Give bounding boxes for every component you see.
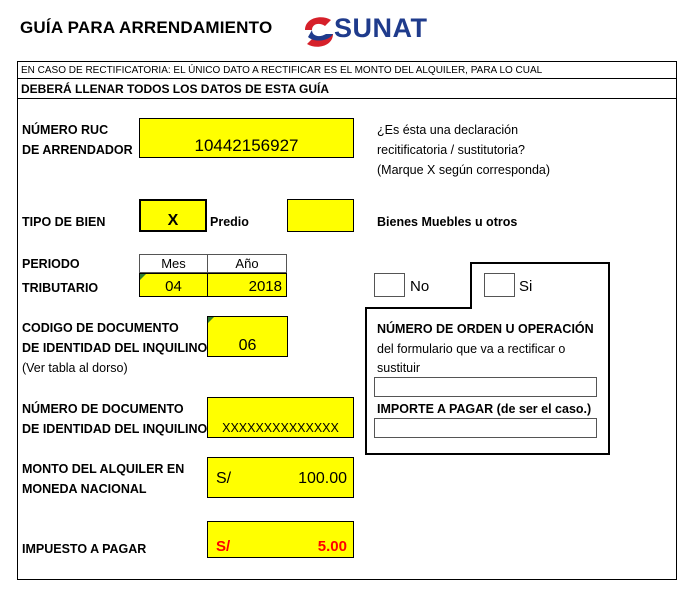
comment-marker (140, 274, 146, 280)
numero-doc-label-2: DE IDENTIDAD DEL INQUILINO (22, 422, 208, 436)
predio-label: Predio (210, 215, 249, 229)
si-checkbox[interactable] (484, 273, 515, 297)
order-number-field[interactable] (374, 377, 597, 397)
mes-header: Mes (139, 254, 208, 273)
rectificatoria-hint: (Marque X según corresponda) (377, 163, 551, 177)
rectificatoria-question-2: recitificatoria / sustitutoria? (377, 143, 525, 157)
mes-field[interactable]: 04 (139, 273, 208, 297)
monto-field[interactable] (207, 457, 354, 498)
monto-label: MONTO DEL ALQUILER EN (22, 462, 185, 476)
codigo-doc-label-2: DE IDENTIDAD DEL INQUILINO (22, 341, 208, 355)
order-desc-2: sustituir (377, 361, 421, 375)
logo-text: SUNAT (334, 13, 428, 43)
ruc-field[interactable]: 10442156927 (139, 118, 354, 158)
monto-value: 100.00 (298, 470, 347, 487)
notice-line-2: DEBERÁ LLENAR TODOS LOS DATOS DE ESTA GUÍA (17, 79, 677, 98)
monto-currency: S/ (216, 470, 232, 487)
monto-label-2: MONEDA NACIONAL (22, 482, 147, 496)
numero-doc-field[interactable]: XXXXXXXXXXXXXX (207, 397, 354, 438)
no-label: No (410, 278, 430, 295)
impuesto-currency: S/ (216, 538, 231, 555)
rectificatoria-question-1: ¿Es ésta una declaración (377, 123, 519, 137)
anio-header: Año (207, 254, 287, 273)
impuesto-field[interactable] (207, 521, 354, 558)
impuesto-value: 5.00 (317, 538, 347, 555)
codigo-doc-field[interactable]: 06 (207, 316, 288, 357)
codigo-doc-label: CODIGO DE DOCUMENTO (22, 321, 179, 335)
importe-field[interactable] (374, 418, 597, 438)
tipo-bien-label: TIPO DE BIEN (22, 215, 106, 229)
ruc-label-2: DE ARRENDADOR (22, 143, 133, 157)
page-title: GUÍA PARA ARRENDAMIENTO (20, 18, 273, 37)
comment-marker (208, 317, 214, 323)
numero-doc-label: NÚMERO DE DOCUMENTO (22, 402, 184, 416)
predio-checkbox[interactable]: X (139, 199, 207, 232)
periodo-label: PERIODO (22, 257, 80, 271)
importe-label: IMPORTE A PAGAR (de ser el caso.) (377, 402, 592, 416)
order-desc-1: del formulario que va a rectificar o (377, 342, 566, 356)
codigo-doc-hint: (Ver tabla al dorso) (22, 361, 128, 375)
muebles-checkbox[interactable] (287, 199, 354, 232)
si-label: Si (519, 278, 533, 295)
order-title: NÚMERO DE ORDEN U OPERACIÓN (377, 322, 594, 336)
notice-line-1: EN CASO DE RECTIFICATORIA: EL ÚNICO DATO A RECTIFICAR ES EL MONTO DEL ALQUILER, PARA LO CUAL (17, 61, 677, 79)
anio-field[interactable]: 2018 (207, 273, 287, 297)
impuesto-label: IMPUESTO A PAGAR (22, 542, 147, 556)
periodo-label-2: TRIBUTARIO (22, 281, 99, 295)
ruc-label: NÚMERO RUC (22, 123, 109, 137)
muebles-label: Bienes Muebles u otros (377, 215, 518, 229)
